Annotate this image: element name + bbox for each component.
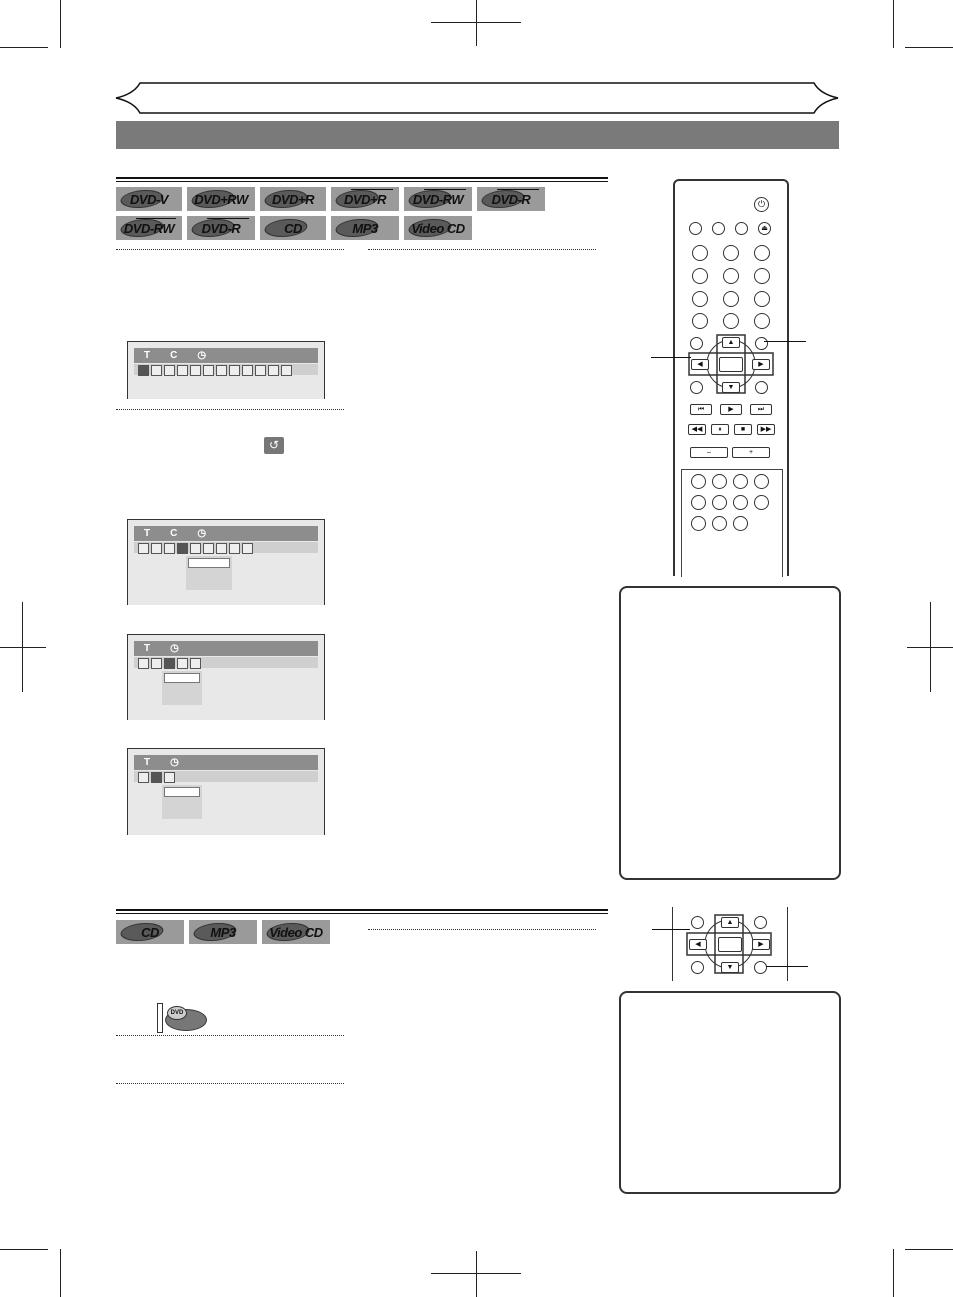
- minus-button[interactable]: –: [690, 447, 728, 458]
- callout-leader: [651, 357, 691, 358]
- remote-button[interactable]: [690, 381, 703, 394]
- crop-mark: [893, 0, 894, 48]
- clock-icon: ◷: [170, 643, 179, 654]
- section-title-bar: [116, 121, 839, 149]
- step-separator: [368, 929, 596, 930]
- disc-badge-dvd-rw-video: DVD-RW: [404, 187, 472, 211]
- remote-detail: [672, 907, 788, 981]
- stop-button[interactable]: ■: [734, 424, 752, 435]
- crop-mark: [0, 647, 46, 648]
- remote-button[interactable]: [735, 222, 748, 235]
- remote-button[interactable]: [712, 474, 727, 489]
- clock-icon: ◷: [170, 757, 179, 768]
- osd-repeat-menu-cd: T ◷: [127, 634, 325, 720]
- disc-badge-mp3: MP3: [189, 920, 257, 944]
- menu-button[interactable]: [754, 961, 767, 974]
- crop-mark: [431, 1273, 521, 1274]
- crop-mark: [905, 47, 953, 48]
- step-separator: [116, 409, 344, 410]
- number-button[interactable]: [754, 268, 770, 284]
- disc-badge-cd: CD: [260, 216, 326, 240]
- number-button[interactable]: [754, 245, 770, 261]
- callout-leader: [764, 341, 806, 342]
- crop-mark: [60, 0, 61, 48]
- osd-display-menu: T C ◷: [127, 341, 325, 399]
- skip-forward-button[interactable]: ⏭: [750, 404, 772, 415]
- dvd-menu-logo: DVD: [157, 1003, 207, 1033]
- step-separator: [368, 249, 596, 250]
- crop-mark: [476, 1251, 477, 1297]
- disc-badge-video-cd: Video CD: [404, 216, 472, 240]
- clock-icon: ◷: [197, 350, 207, 361]
- remote-control: [673, 179, 789, 576]
- remote-button[interactable]: [754, 474, 769, 489]
- note-box: [619, 991, 841, 1194]
- remote-button[interactable]: [733, 516, 748, 531]
- disc-badge-dvd-plus-rw: DVD+RW: [187, 187, 255, 211]
- right-arrow-button[interactable]: ▶: [752, 359, 770, 370]
- number-button[interactable]: [754, 291, 770, 307]
- remote-button[interactable]: [755, 381, 768, 394]
- remote-button[interactable]: [754, 916, 767, 929]
- remote-button[interactable]: [733, 495, 748, 510]
- crop-mark: [60, 1249, 61, 1297]
- disc-badge-dvd-rw-vr: DVD-RW: [116, 216, 182, 240]
- left-arrow-button[interactable]: ◀: [691, 359, 709, 370]
- disc-badge-mp3: MP3: [331, 216, 399, 240]
- disc-badge-cd: CD: [116, 920, 184, 944]
- osd-repeat-menu-mp3: T ◷: [127, 748, 325, 835]
- down-arrow-button[interactable]: ▼: [722, 382, 740, 393]
- number-button[interactable]: [692, 245, 708, 261]
- rewind-button[interactable]: ◀◀: [688, 424, 706, 435]
- skip-back-button[interactable]: ⏮: [690, 404, 712, 415]
- step-separator: [116, 1035, 344, 1036]
- number-button[interactable]: [692, 291, 708, 307]
- remote-button[interactable]: [712, 516, 727, 531]
- number-button[interactable]: [692, 268, 708, 284]
- crop-mark: [907, 647, 953, 648]
- section-rule: [116, 181, 608, 182]
- remote-button[interactable]: [712, 495, 727, 510]
- display-button[interactable]: [755, 337, 768, 350]
- callout-leader: [766, 966, 808, 967]
- plus-button[interactable]: +: [732, 447, 770, 458]
- clock-icon: ◷: [197, 528, 207, 539]
- up-arrow-button[interactable]: ▲: [721, 917, 739, 928]
- remote-button[interactable]: [691, 961, 704, 974]
- crop-mark: [0, 1249, 48, 1250]
- osd-repeat-menu-dvd: T C ◷: [127, 519, 325, 605]
- disc-badge-dvd-plus-r-dl: DVD+R: [331, 187, 399, 211]
- number-button[interactable]: [723, 245, 739, 261]
- step-separator: [116, 1083, 344, 1084]
- section-rule: [116, 177, 608, 179]
- number-button[interactable]: [754, 313, 770, 329]
- crop-mark: [0, 47, 48, 48]
- remote-button[interactable]: [712, 222, 725, 235]
- number-button[interactable]: [692, 313, 708, 329]
- step-separator: [116, 249, 344, 250]
- section-rule: [116, 909, 608, 911]
- disc-badge-dvd-plus-r: DVD+R: [260, 187, 326, 211]
- enter-button[interactable]: [718, 937, 742, 952]
- disc-badge-dvd-r-video: DVD-R: [477, 187, 545, 211]
- number-button[interactable]: [723, 313, 739, 329]
- crop-mark: [905, 1249, 953, 1250]
- chapter-banner: [114, 82, 840, 114]
- repeat-icon: ↺: [264, 437, 284, 454]
- number-button[interactable]: [723, 291, 739, 307]
- disc-badge-video-cd: Video CD: [262, 920, 330, 944]
- play-button[interactable]: ▶: [720, 404, 742, 415]
- up-arrow-button[interactable]: ▲: [722, 337, 740, 348]
- disc-badge-dvd-v: DVD-V: [116, 187, 182, 211]
- right-arrow-button[interactable]: ▶: [752, 939, 770, 950]
- fast-forward-button[interactable]: ▶▶: [757, 424, 775, 435]
- crop-mark: [476, 0, 477, 46]
- pause-button[interactable]: ⏸: [711, 424, 729, 435]
- remote-button[interactable]: [689, 222, 702, 235]
- crop-mark: [431, 22, 521, 23]
- eject-button[interactable]: ⏏: [758, 222, 771, 235]
- callout-leader: [652, 929, 690, 930]
- remote-button[interactable]: [691, 916, 704, 929]
- number-button[interactable]: [723, 268, 739, 284]
- remote-button[interactable]: [733, 474, 748, 489]
- remote-button[interactable]: [690, 337, 703, 350]
- disc-badge-dvd-r-vr: DVD-R: [187, 216, 255, 240]
- power-button[interactable]: ⏻: [754, 197, 769, 212]
- remote-button[interactable]: [691, 516, 706, 531]
- remote-button[interactable]: [754, 495, 769, 510]
- crop-mark: [893, 1249, 894, 1297]
- section-rule: [116, 913, 608, 914]
- remote-button[interactable]: [691, 474, 706, 489]
- enter-button[interactable]: [719, 357, 743, 372]
- left-arrow-button[interactable]: ◀: [689, 939, 707, 950]
- down-arrow-button[interactable]: ▼: [721, 962, 739, 973]
- note-box: [619, 586, 841, 880]
- remote-button[interactable]: [691, 495, 706, 510]
